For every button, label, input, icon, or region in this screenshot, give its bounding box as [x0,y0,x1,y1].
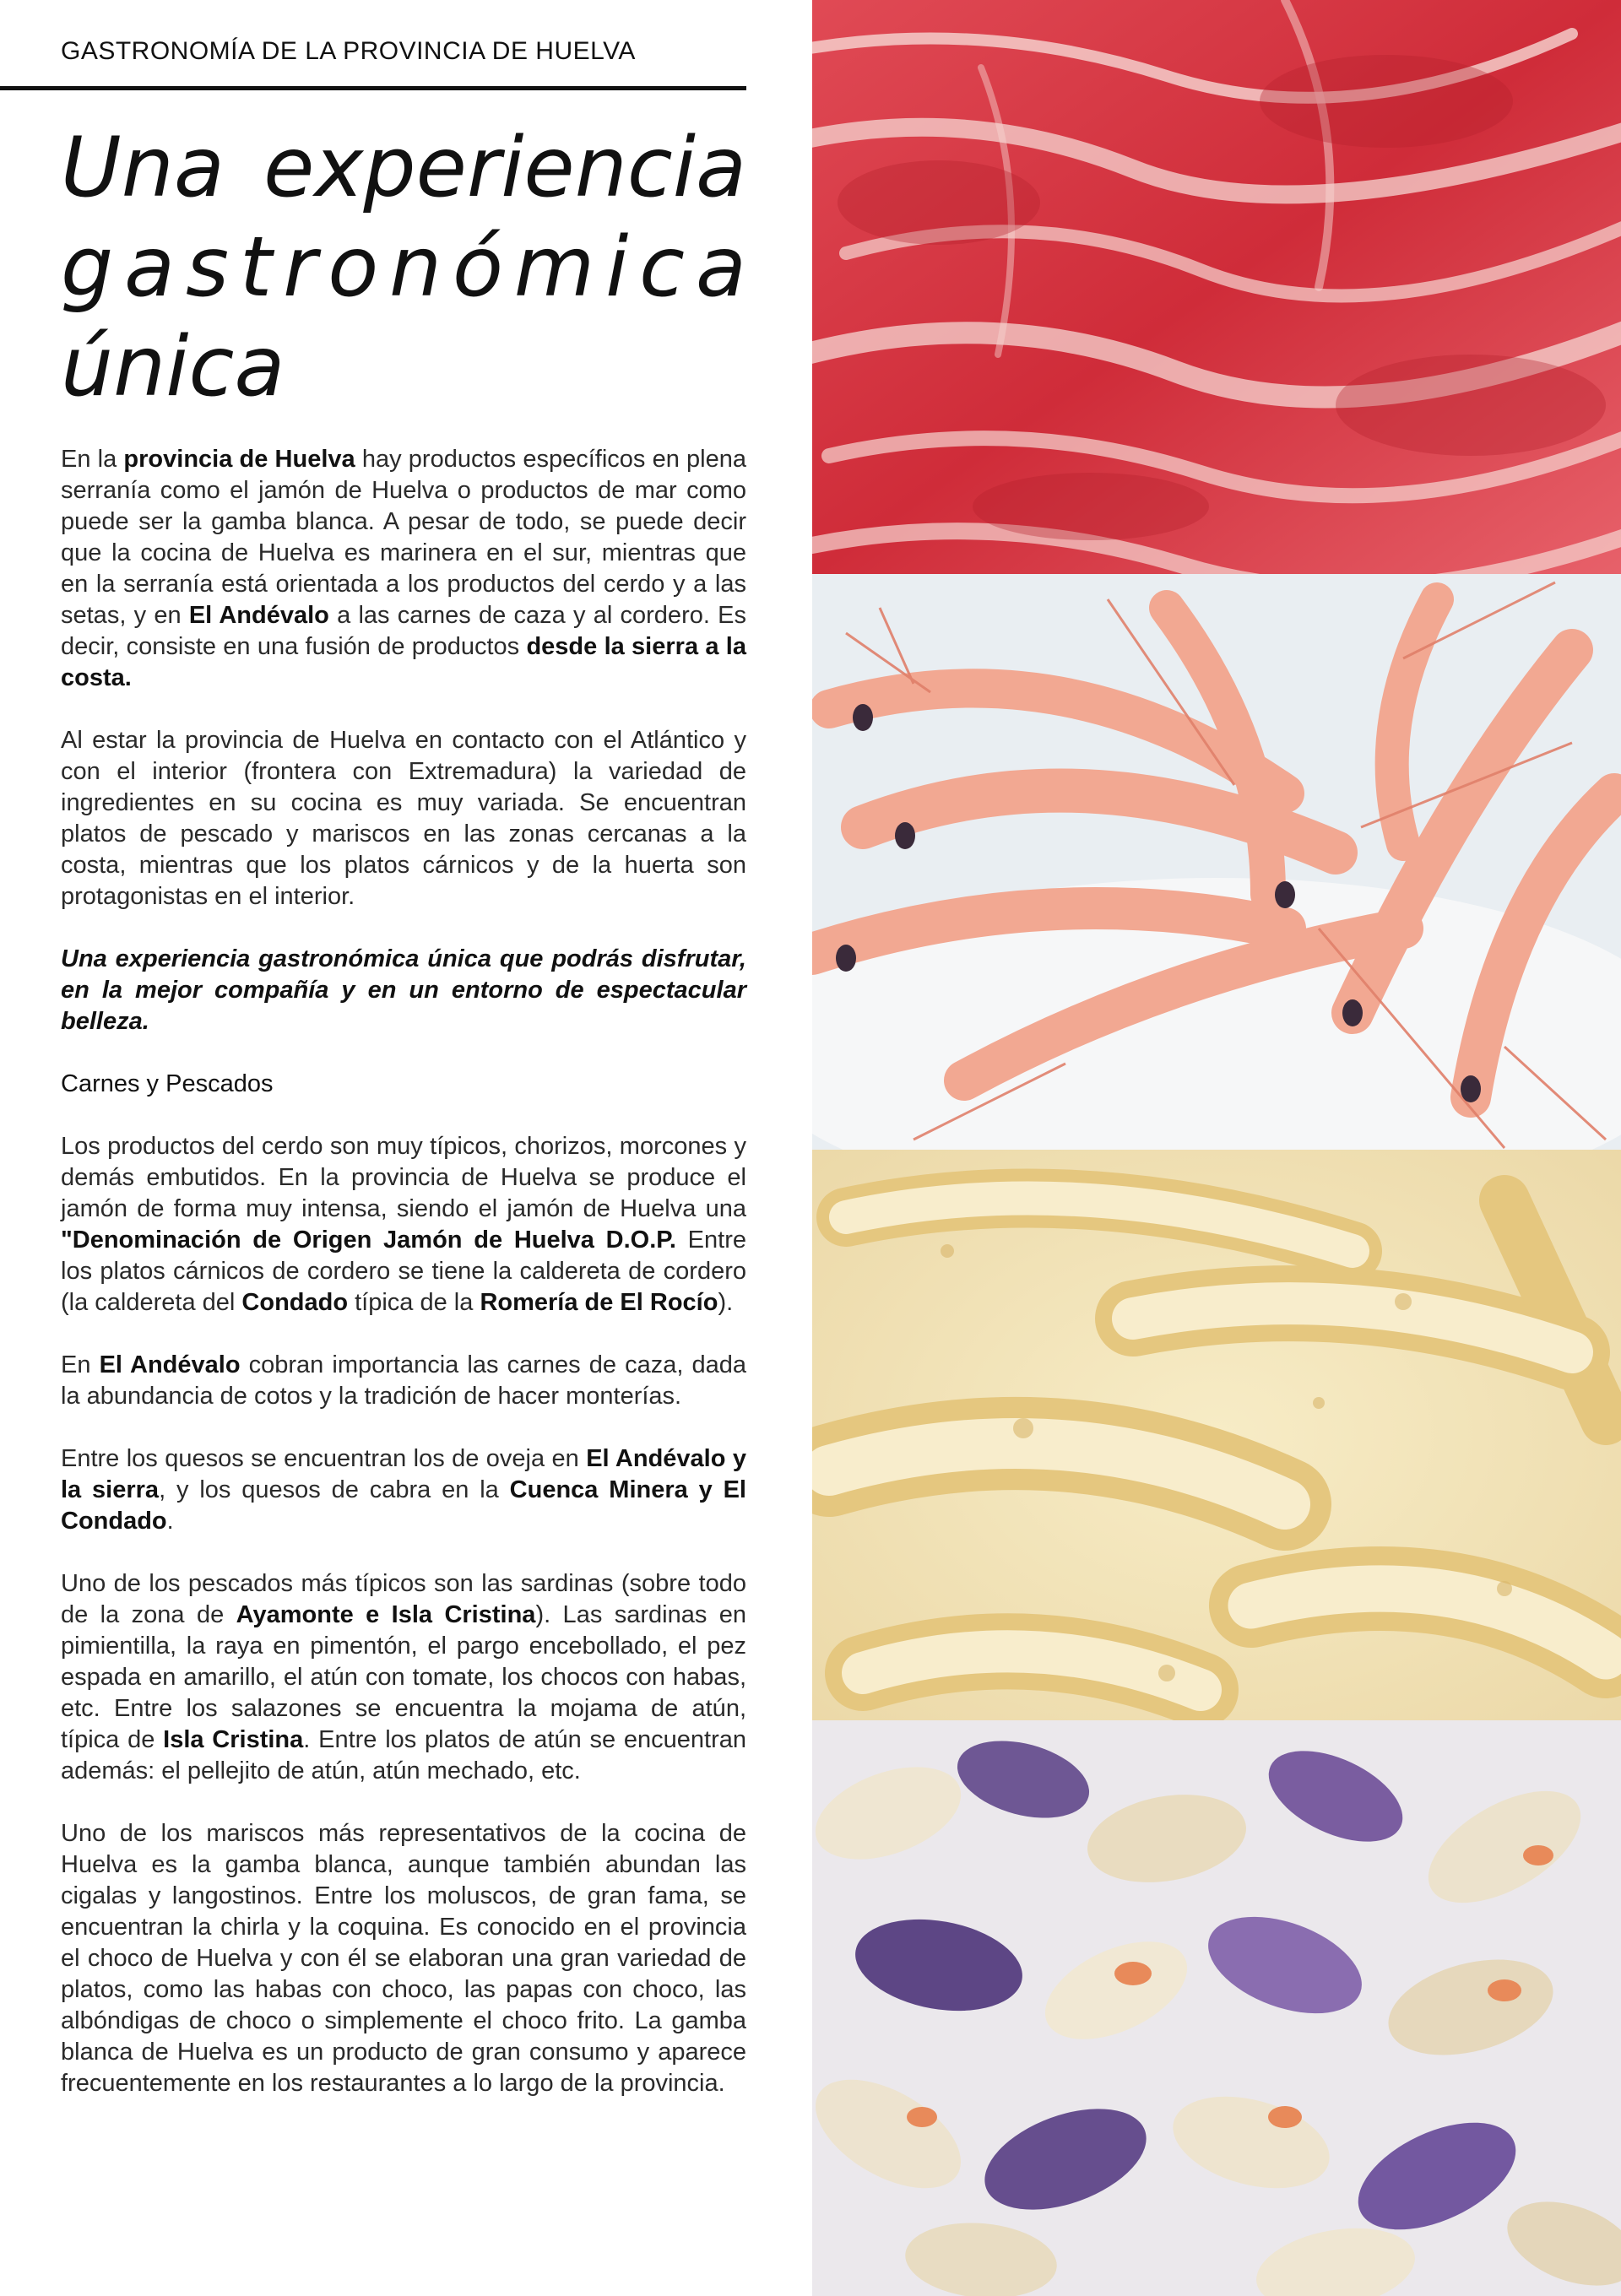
title-letter: t [239,219,273,316]
shrimp-photo [812,574,1621,1150]
paragraph-quesos [61,1443,746,1537]
paragraph-pescados [61,1568,746,1787]
link-isla-cristina: Isla Cristina [163,1726,304,1753]
text: Uno de los pescados más típicos son las sardinas (sobre todo de la zona de [61,1570,746,1628]
text: Entre los platos cárnicos de cordero se tiene la caldereta de cordero (la caldereta del [61,1227,747,1316]
title-letter: ó [452,219,503,316]
title-line-unica: única [61,319,285,415]
ham-photo [812,0,1621,574]
text: ). Las sardinas en pimientilla, la raya en pimentón, el pargo encebollado, el pez espada en amarillo, el atún con tomate, los chocos con habas, etc. Entre los salazones se encuentra la mojama de atún, típica de [61,1601,747,1753]
link-cuenca-minera: Cuenca Minera y El Condado [61,1476,746,1535]
text: Entre los quesos se encuentran los de oveja en [61,1445,587,1472]
header-divider [0,86,746,90]
title-letter: g [61,219,114,316]
paragraph-mariscos: Uno de los mariscos más representativos de la cocina de Huelva es la gamba blanca, aunque también abundan las cigalas y langostinos. Entre los moluscos, de gran fama, se encuentran la chirla y la coquina. Es conocido en el provincia el choco de Huelva y con él se elaboran una gran variedad de platos, como las habas con choco, las papas con choco, las albóndigas de choco o simplemente el choco frito. La gamba blanca de Huelva es un producto de gran consumo y aparece frecuentemente en los restaurantes a lo largo de la provincia. [61,1820,746,2097]
link-romeria: Romería de El Rocío [480,1289,718,1316]
text: , y los quesos de cabra en la [159,1476,510,1503]
title-letter: a [124,219,176,316]
text: ). [718,1289,734,1316]
paragraph-intro [61,444,746,694]
text: . Entre los platos de atún se encuentran además: el pellejito de atún, atún mechado, etc. [61,1726,746,1784]
section-header: GASTRONOMÍA DE LA PROVINCIA DE HUELVA [61,37,636,65]
title-letter: n [389,219,442,316]
link-ayamonte: Ayamonte e Isla Cristina [236,1601,536,1628]
title-word-experiencia: experiencia [263,120,746,216]
paragraph-cerdo [61,1131,746,1319]
title-letter: s [185,219,229,316]
subheading-carnes-pescados: Carnes y Pescados [61,1070,274,1097]
paragraph-caza [61,1350,746,1412]
link-dop: "Denominación de Origen Jamón de Huelva D.O.P. [61,1227,676,1254]
title-word-una: Una [61,120,225,216]
title-letter: c [639,219,686,316]
text: hay productos específicos en plena serranía como el jamón de Huelva o productos de mar como puede ser la gamba blanca. A pesar de todo, se puede decir que la cocina de Huelva es marinera en el sur, mientras que en la serranía está orientada a los productos del cerdo y a las setas, y en [61,446,746,629]
title-letter: i [605,219,629,316]
link-condado: Condado [241,1289,349,1316]
pull-quote: Una experiencia gastronómica única que podrás disfrutar, en la mejor compañía y en un entorno de espectacular belleza. [61,945,746,1035]
title-letter: o [328,219,379,316]
fried-squid-photo [812,1150,1621,1720]
link-andevalo-sierra: El Andévalo y la sierra [61,1445,746,1503]
title-letter: r [283,219,317,316]
text: En la [61,446,124,473]
title-letter: a [695,219,746,316]
text: Los productos del cerdo son muy típicos, chorizos, morcones y demás embutidos. En la provincia de Huelva se produce el jamón de forma muy intensa, siendo el jamón de Huelva una [61,1133,746,1222]
article-body [61,444,746,2131]
text: cobran importancia las carnes de caza, dada la abundancia de cotos y la tradición de hacer monterías. [61,1351,746,1410]
link-el-andevalo: El Andévalo [188,602,329,629]
text: . [166,1508,174,1535]
clams-photo [812,1720,1621,2296]
text: En [61,1351,100,1378]
title-line-gastronomica [61,218,746,317]
article-column [0,0,810,2296]
link-sierra-costa: desde la sierra a la costa. [61,633,746,691]
title-letter: m [513,219,595,316]
text: a las carnes de caza y al cordero. Es decir, consiste en una fusión de productos [61,602,746,660]
page-title [61,118,746,417]
link-provincia-huelva: provincia de Huelva [123,446,355,473]
photo-column [812,0,1621,2296]
text: típica de la [348,1289,480,1316]
link-el-andevalo: El Andévalo [99,1351,241,1378]
paragraph-atlantico: Al estar la provincia de Huelva en contacto con el Atlántico y con el interior (frontera con Extremadura) la variedad de ingredientes en su cocina es muy variada. Se encuentran platos de pescado y mariscos en las zonas cercanas a la costa, mientras que los platos cárnicos y de la huerta son protagonistas en el interior. [61,727,746,910]
